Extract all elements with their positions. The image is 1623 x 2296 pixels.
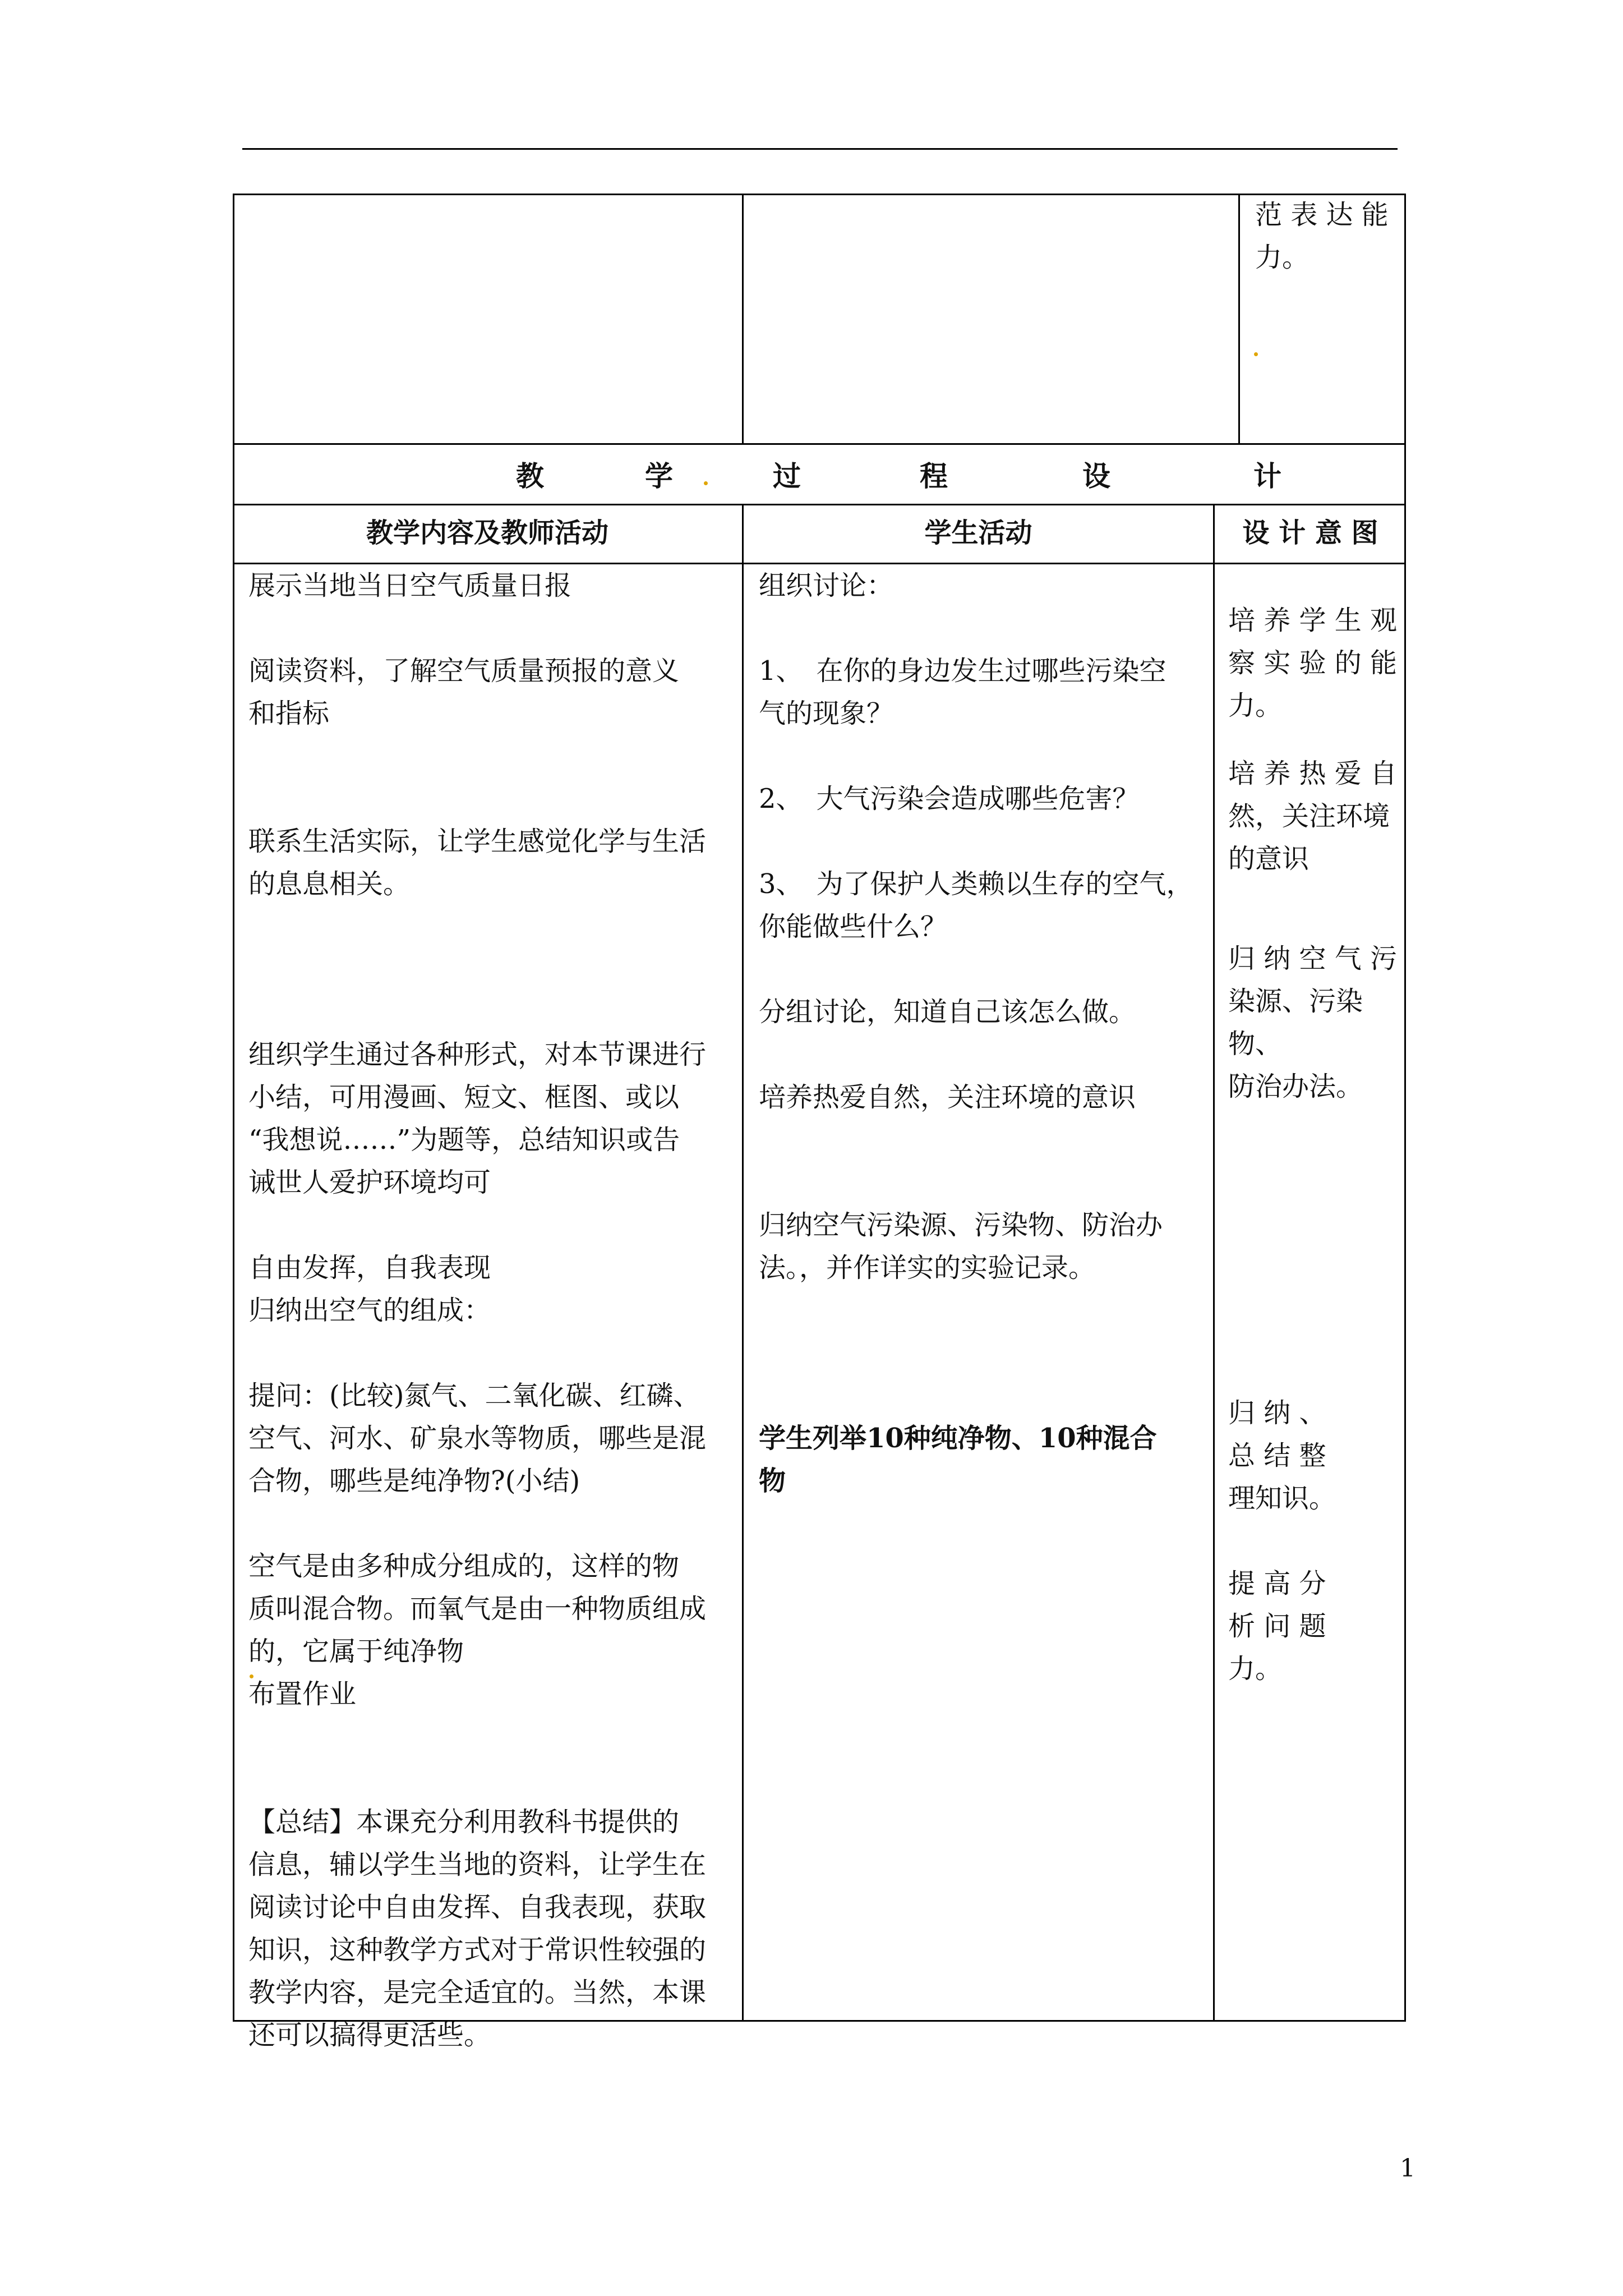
prev-intent-line: 力。 — [1255, 242, 1310, 273]
prev-intent-cell — [1255, 194, 1401, 279]
intent-line: 培 养 热 爱 自 — [1228, 758, 1398, 789]
student-line: 1、 在你的身边发生过哪些污染空 — [759, 655, 1166, 687]
teacher-line: 知识，这种教学方式对于常识性较强的 — [248, 1934, 707, 1966]
banner-char: 设 — [1082, 459, 1110, 493]
spacer — [1228, 1236, 1403, 1278]
spacer — [1228, 1108, 1403, 1151]
spacer — [1228, 727, 1403, 752]
intent-line: 的意识 — [1228, 843, 1310, 875]
page-number: 1 — [1400, 2154, 1415, 2183]
spacer — [759, 948, 1207, 991]
teacher-line: 质叫混合物。而氧气是由一种物质组成 — [248, 1593, 707, 1625]
student-line: 归纳空气污染源、污染物、防治办 — [759, 1209, 1163, 1241]
student-line: 你能做些什么？ — [759, 911, 948, 942]
intent-line: 归 纳 空 气 污 — [1228, 943, 1398, 974]
student-line: 分组讨论，知道自己该怎么做。 — [759, 996, 1136, 1028]
intent-line: 理知识。 — [1228, 1483, 1336, 1514]
intent-line: 析 问 题 — [1228, 1611, 1326, 1642]
intent-line: 力。 — [1228, 1653, 1283, 1685]
teacher-line: 【总结】本课充分利用教科书提供的 — [248, 1806, 680, 1838]
teacher-line: 诫世人爱护环境均可 — [248, 1167, 491, 1198]
spacer — [248, 1204, 736, 1246]
banner-char: 程 — [920, 459, 948, 493]
col-header-student: 学生活动 — [924, 517, 1032, 549]
spacer — [248, 777, 736, 820]
teacher-line: 组织学生通过各种形式，对本节课进行 — [248, 1039, 707, 1070]
spacer — [759, 1119, 1207, 1161]
student-activity-cell — [759, 564, 1207, 1502]
spacer — [1228, 1364, 1403, 1392]
marker-dot — [1254, 352, 1258, 356]
spacer — [1228, 1520, 1403, 1562]
teacher-line: 教学内容，是完全适宜的。当然，本课 — [248, 1977, 707, 2008]
spacer — [248, 991, 736, 1033]
spacer — [759, 607, 1207, 650]
teacher-line: 空气、河水、矿泉水等物质，哪些是混 — [248, 1423, 707, 1454]
prev-intent-line: 范 表 达 能 — [1255, 199, 1389, 231]
teacher-line: 空气是由多种成分组成的，这样的物 — [248, 1550, 680, 1582]
continuation-row — [233, 194, 1406, 445]
student-line: 物 — [759, 1465, 786, 1497]
marker-dot — [250, 1674, 253, 1678]
teacher-line: 阅读资料，了解空气质量预报的意义 — [248, 655, 680, 687]
banner-char: 计 — [1253, 459, 1281, 493]
banner-char: 过 — [773, 459, 801, 493]
spacer — [248, 905, 736, 948]
teacher-line: 联系生活实际，让学生感觉化学与生活 — [248, 826, 707, 857]
teacher-activity-cell — [248, 564, 736, 2056]
spacer — [759, 1374, 1207, 1417]
teacher-line: 信息，辅以学生当地的资料，让学生在 — [248, 1849, 707, 1880]
intent-line: 防治办法。 — [1228, 1071, 1363, 1102]
spacer — [248, 607, 736, 650]
banner-char: 学 — [645, 459, 673, 493]
teacher-line: 还可以搞得更活些。 — [248, 2019, 491, 2051]
teacher-line: 和指标 — [248, 698, 330, 729]
teacher-line: “我想说……”为题等，总结知识或告 — [248, 1124, 680, 1156]
continuation-divider-1 — [742, 194, 744, 445]
spacer — [248, 1502, 736, 1545]
spacer — [759, 820, 1207, 863]
column-divider-2 — [1213, 504, 1215, 2022]
spacer — [248, 735, 736, 777]
spacer — [759, 735, 1207, 777]
teacher-line: 合物，哪些是纯净物?(小结) — [248, 1465, 580, 1497]
intent-line: 提 高 分 — [1228, 1568, 1326, 1599]
spacer — [248, 1715, 736, 1758]
spacer — [1228, 1193, 1403, 1236]
intent-line: 总 结 整 — [1228, 1440, 1326, 1471]
student-line: 培养热爱自然，关注环境的意识 — [759, 1082, 1136, 1113]
student-line: 3、 为了保护人类赖以生存的空气， — [759, 868, 1193, 900]
student-line: 组织讨论： — [759, 570, 894, 601]
spacer — [248, 1758, 736, 1801]
spacer — [1228, 1151, 1403, 1193]
header-rule — [242, 148, 1398, 150]
teacher-line: 归纳出空气的组成： — [248, 1295, 491, 1326]
spacer — [248, 1332, 736, 1374]
teacher-line: 布置作业 — [248, 1678, 357, 1710]
spacer — [759, 1289, 1207, 1332]
col-header-teacher: 教学内容及教师活动 — [366, 517, 608, 549]
student-line: 气的现象？ — [759, 698, 894, 729]
teacher-line: 展示当地当日空气质量日报 — [248, 570, 572, 601]
teacher-line: 阅读讨论中自由发挥、自我表现，获取 — [248, 1892, 707, 1923]
intent-line: 培 养 学 生 观 — [1228, 605, 1398, 636]
spacer — [1228, 1321, 1403, 1364]
continuation-divider-2 — [1238, 194, 1240, 445]
banner-char: 教 — [516, 459, 544, 493]
column-divider-1 — [742, 504, 744, 2022]
spacer — [759, 1332, 1207, 1374]
spacer — [248, 948, 736, 991]
spacer — [1228, 923, 1403, 937]
design-intent-cell — [1228, 599, 1403, 1690]
teacher-line: 小结，可用漫画、短文、框图、或以 — [248, 1082, 680, 1113]
intent-line: 归 纳 、 — [1228, 1397, 1326, 1429]
intent-line: 察 实 验 的 能 — [1228, 647, 1398, 679]
student-line: 学生列举10种纯净物、10种混合 — [759, 1423, 1157, 1454]
teacher-line: 提问：(比较)氮气、二氧化碳、红磷、 — [248, 1380, 700, 1411]
process-banner — [236, 443, 1403, 505]
spacer — [759, 1033, 1207, 1076]
intent-line: 力。 — [1228, 690, 1283, 721]
teacher-line: 的，它属于纯净物 — [248, 1636, 464, 1667]
teacher-line: 的息息相关。 — [248, 868, 411, 900]
spacer — [1228, 1278, 1403, 1321]
teacher-line: 自由发挥，自我表现 — [248, 1252, 491, 1283]
intent-line: 然，关注环境 — [1228, 800, 1390, 832]
intent-line: 染源、污染物、 — [1228, 986, 1363, 1060]
spacer — [759, 1161, 1207, 1204]
spacer — [1228, 880, 1403, 923]
student-line: 法。，并作详实的实验记录。 — [759, 1252, 1096, 1283]
student-line: 2、 大气污染会造成哪些危害？ — [759, 783, 1140, 815]
marker-dot — [704, 481, 708, 485]
col-header-intent: 设 计 意 图 — [1242, 517, 1378, 549]
